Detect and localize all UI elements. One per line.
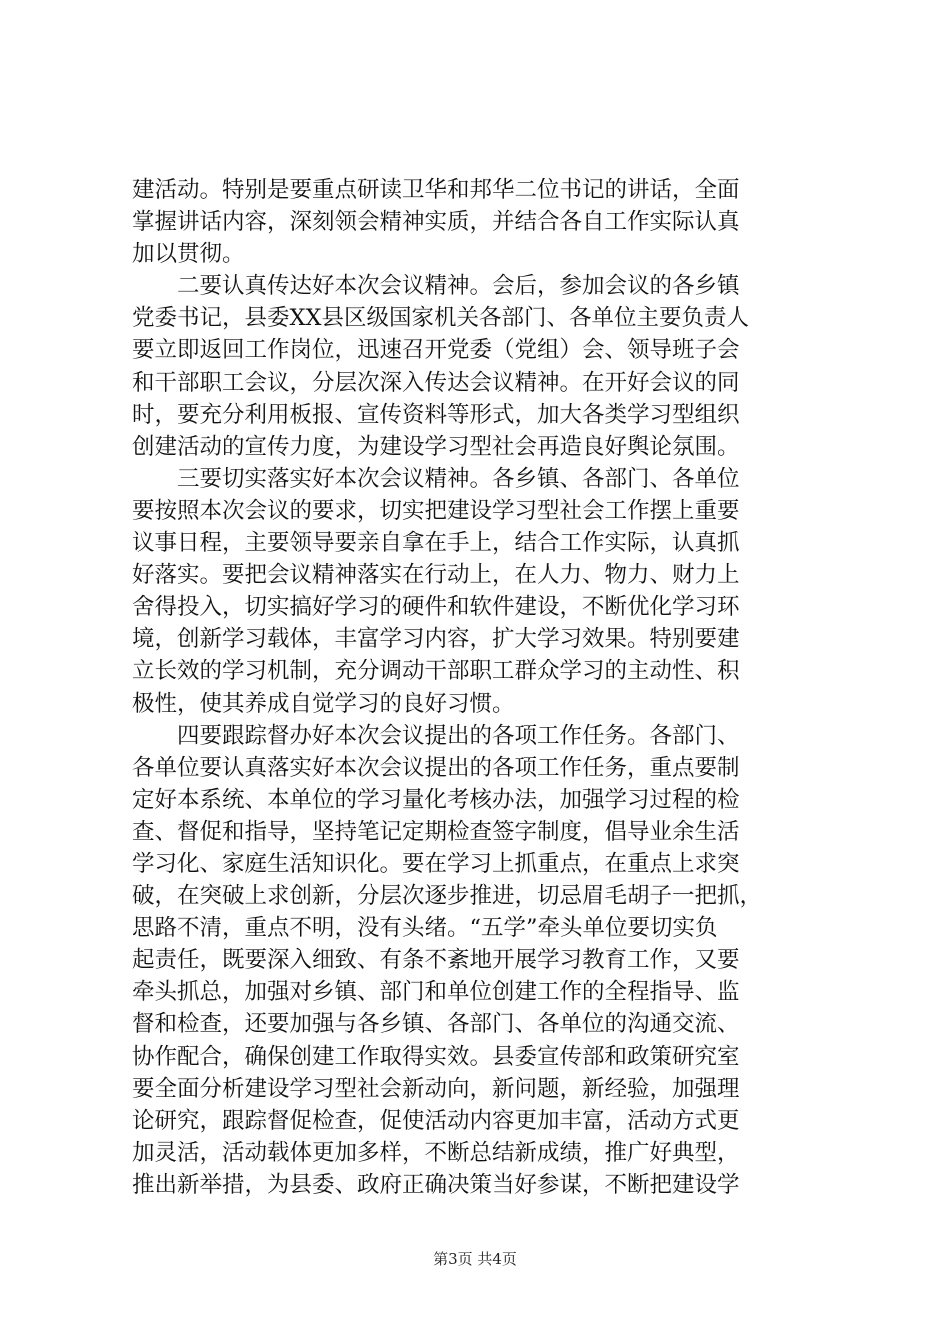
text-line: 境，创新学习载体，丰富学习内容，扩大学习效果。特别要建 bbox=[132, 626, 740, 653]
text-line: 加以贯彻。 bbox=[132, 241, 245, 268]
text-line: 学习化、家庭生活知识化。要在学习上抓重点，在重点上求突 bbox=[132, 850, 740, 877]
text-line: 牵头抓总，加强对乡镇、部门和单位创建工作的全程指导、监 bbox=[132, 979, 740, 1006]
text-line: 掌握讲话内容，深刻领会精神实质，并结合各自工作实际认真 bbox=[132, 209, 740, 236]
text-line: 二要认真传达好本次会议精神。会后，参加会议的各乡镇 bbox=[132, 273, 740, 300]
text-line: 各单位要认真落实好本次会议提出的各项工作任务，重点要制 bbox=[132, 754, 740, 781]
text-line: 要按照本次会议的要求，切实把建设学习型社会工作摆上重要 bbox=[132, 497, 740, 524]
text-line: 创建活动的宣传力度，为建设学习型社会再造良好舆论氛围。 bbox=[132, 433, 740, 460]
text-line: 议事日程，主要领导要亲自拿在手上，结合工作实际，认真抓 bbox=[132, 530, 740, 557]
text-line: 立长效的学习机制，充分调动干部职工群众学习的主动性、积 bbox=[132, 658, 740, 685]
text-line: 协作配合，确保创建工作取得实效。县委宣传部和政策研究室 bbox=[132, 1043, 740, 1070]
text-line: 查、督促和指导，坚持笔记定期检查签字制度，倡导业余生活 bbox=[132, 818, 740, 845]
text-line: 四要跟踪督办好本次会议提出的各项工作任务。各部门、 bbox=[132, 722, 740, 749]
text-line: 时，要充分利用板报、宣传资料等形式，加大各类学习型组织 bbox=[132, 401, 740, 428]
text-line: 要立即返回工作岗位，迅速召开党委（党组）会、领导班子会 bbox=[132, 337, 740, 364]
text-line: 极性，使其养成自觉学习的良好习惯。 bbox=[132, 690, 515, 717]
text-line: 和干部职工会议，分层次深入传达会议精神。在开好会议的同 bbox=[132, 369, 740, 396]
text-line: 党委书记，县委XX县区级国家机关各部门、各单位主要负责人 bbox=[132, 305, 750, 332]
text-line: 破，在突破上求创新，分层次逐步推进，切忌眉毛胡子一把抓， bbox=[132, 883, 763, 910]
text-line: 论研究，跟踪督促检查，促使活动内容更加丰富，活动方式更 bbox=[132, 1107, 740, 1134]
text-line: 思路不清，重点不明，没有头绪。“五学”牵头单位要切实负 bbox=[132, 915, 718, 942]
text-line: 定好本系统、本单位的学习量化考核办法，加强学习过程的检 bbox=[132, 786, 740, 813]
text-line: 好落实。要把会议精神落实在行动上，在人力、物力、财力上 bbox=[132, 562, 740, 589]
text-line: 舍得投入，切实搞好学习的硬件和软件建设，不断优化学习环 bbox=[132, 594, 740, 621]
text-line: 推出新举措，为县委、政府正确决策当好参谋，不断把建设学 bbox=[132, 1171, 740, 1198]
text-line: 建活动。特别是要重点研读卫华和邦华二位书记的讲话，全面 bbox=[132, 177, 740, 203]
document-body bbox=[132, 174, 832, 1201]
text-line: 三要切实落实好本次会议精神。各乡镇、各部门、各单位 bbox=[132, 465, 740, 492]
text-line: 起责任，既要深入细致、有条不紊地开展学习教育工作，又要 bbox=[132, 947, 740, 974]
page-footer: 第3页 共4页 bbox=[433, 1250, 517, 1268]
text-line: 加灵活，活动载体更加多样，不断总结新成绩，推广好典型， bbox=[132, 1139, 740, 1166]
text-line: 要全面分析建设学习型社会新动向，新问题，新经验，加强理 bbox=[132, 1075, 740, 1102]
text-line: 督和检查，还要加强与各乡镇、各部门、各单位的沟通交流、 bbox=[132, 1011, 740, 1038]
